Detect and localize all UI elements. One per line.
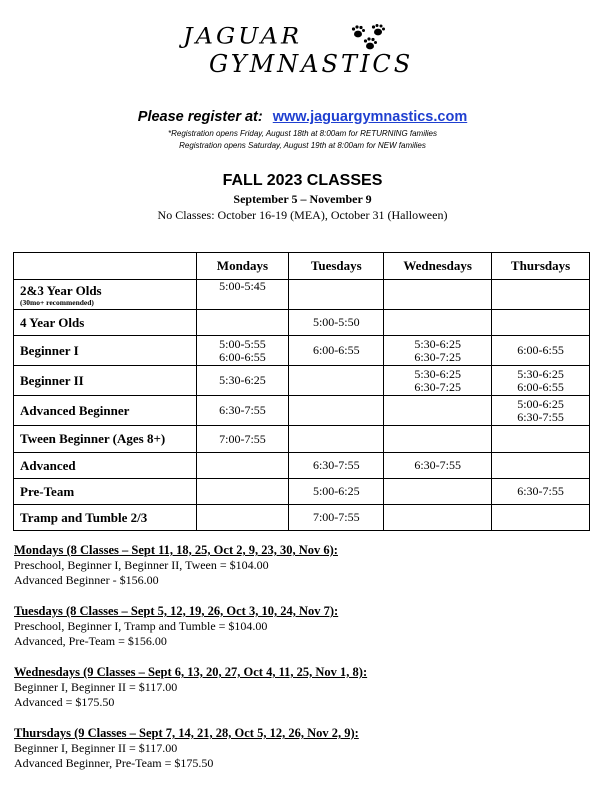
time-cell-thu [492, 453, 590, 479]
time-cell-wed [384, 280, 492, 310]
header-day: Mondays [196, 253, 289, 280]
time-cell-mon: 5:00-5:55 6:00-6:55 [196, 336, 289, 366]
class-name-cell [14, 280, 197, 310]
table-row [14, 336, 590, 366]
class-name: Advanced Beginner [20, 402, 130, 418]
paw-prints-icon [350, 24, 390, 52]
class-name-cell [14, 426, 197, 453]
pricing-group [14, 726, 594, 771]
time-cell-wed [384, 396, 492, 426]
time-cell-thu [492, 505, 590, 531]
schedule-table [13, 252, 590, 531]
logo-line2: GYMNASTICS [209, 50, 414, 78]
registration-link[interactable]: www.jaguargymnastics.com [272, 109, 468, 125]
pricing-line: Beginner I, Beginner II = $117.00 [14, 680, 178, 694]
table-header-row [14, 253, 590, 280]
time-cell-thu: 5:30-6:25 6:00-6:55 [492, 366, 590, 396]
logo [183, 22, 423, 82]
pricing-group [14, 543, 594, 588]
header-day: Tuesdays [289, 253, 384, 280]
time-cell-wed [384, 310, 492, 336]
time-cell-tue: 7:00-7:55 [289, 505, 384, 531]
class-name-cell [14, 396, 197, 426]
no-classes-note: No Classes: October 16-19 (MEA), October 31 (Halloween) [157, 208, 448, 222]
table-row [14, 396, 590, 426]
time-cell-thu: 6:30-7:55 [492, 479, 590, 505]
header-day: Wednesdays [384, 253, 492, 280]
class-name-cell [14, 336, 197, 366]
time-cell-mon: 7:00-7:55 [196, 426, 289, 453]
class-name-cell [14, 453, 197, 479]
time-cell-thu: 5:00-6:25 6:30-7:55 [492, 396, 590, 426]
class-name-cell [14, 505, 197, 531]
time-cell-wed: 6:30-7:55 [384, 453, 492, 479]
pricing-heading: Mondays (8 Classes – Sept 11, 18, 25, Oct 2, 9, 23, 30, Nov 6): [14, 543, 338, 557]
pricing-line: Advanced, Pre-Team = $156.00 [14, 634, 167, 648]
time-cell-thu: 6:00-6:55 [492, 336, 590, 366]
time-cell-tue [289, 396, 384, 426]
time-cell-tue [289, 366, 384, 396]
header-day: Thursdays [492, 253, 590, 280]
season-dates: September 5 – November 9 [233, 192, 372, 206]
time-cell-tue: 6:30-7:55 [289, 453, 384, 479]
header-class [14, 253, 197, 280]
registration-prefix: Please register at: [137, 109, 263, 125]
class-name-cell [14, 366, 197, 396]
pricing-heading: Thursdays (9 Classes – Sept 7, 14, 21, 28, Oct 5, 12, 26, Nov 2, 9): [14, 726, 359, 740]
pricing-group [14, 665, 594, 710]
class-name: Beginner I [20, 342, 79, 358]
class-name: Pre-Team [20, 483, 75, 499]
time-cell-tue [289, 280, 384, 310]
pricing-line: Advanced Beginner, Pre-Team = $175.50 [14, 756, 214, 770]
pricing-line: Preschool, Beginner I, Tramp and Tumble = $104.00 [14, 619, 268, 633]
time-cell-thu [492, 426, 590, 453]
time-cell-thu [492, 280, 590, 310]
pricing-heading: Wednesdays (9 Classes – Sept 6, 13, 20, 27, Oct 4, 11, 25, Nov 1, 8): [14, 665, 368, 679]
table-row [14, 310, 590, 336]
table-row [14, 426, 590, 453]
page-title: FALL 2023 CLASSES [222, 172, 383, 189]
table-row [14, 280, 590, 310]
class-subnote: (30mo+ recommended) [20, 297, 94, 307]
time-cell-tue: 6:00-6:55 [289, 336, 384, 366]
logo-line1: JAGUAR [183, 22, 303, 50]
registration-line [0, 109, 605, 125]
pricing-heading: Tuesdays (8 Classes – Sept 5, 12, 19, 26, Oct 3, 10, 24, Nov 7): [14, 604, 339, 618]
registration-note-returning: *Registration opens Friday, August 18th at 8:00am for RETURNING families [168, 129, 437, 138]
time-cell-wed [384, 426, 492, 453]
time-cell-thu [492, 310, 590, 336]
time-cell-mon [196, 310, 289, 336]
time-cell-mon [196, 453, 289, 479]
time-cell-wed: 5:30-6:25 6:30-7:25 [384, 366, 492, 396]
time-cell-mon [196, 505, 289, 531]
pricing-line: Preschool, Beginner I, Beginner II, Tween = $104.00 [14, 558, 269, 572]
class-name: 2&3 Year Olds [20, 282, 102, 298]
time-cell-wed: 5:30-6:25 6:30-7:25 [384, 336, 492, 366]
pricing-group [14, 604, 594, 649]
time-cell-tue: 5:00-5:50 [289, 310, 384, 336]
time-cell-mon: 6:30-7:55 [196, 396, 289, 426]
table-row [14, 505, 590, 531]
time-cell-mon [196, 479, 289, 505]
time-cell-tue [289, 426, 384, 453]
time-cell-tue: 5:00-6:25 [289, 479, 384, 505]
table-row [14, 453, 590, 479]
time-cell-wed [384, 479, 492, 505]
time-cell-mon: 5:30-6:25 [196, 366, 289, 396]
class-name-cell [14, 479, 197, 505]
time-cell-mon: 5:00-5:45 [196, 280, 289, 310]
class-name: Tramp and Tumble 2/3 [20, 509, 148, 525]
time-cell-wed [384, 505, 492, 531]
class-name-cell [14, 310, 197, 336]
pricing-line: Advanced = $175.50 [14, 695, 115, 709]
table-row [14, 479, 590, 505]
table-row [14, 366, 590, 396]
class-name: Advanced [20, 457, 76, 473]
pricing-section [14, 543, 594, 787]
class-name: Tween Beginner (Ages 8+) [20, 431, 166, 446]
pricing-line: Advanced Beginner - $156.00 [14, 573, 159, 587]
class-name: 4 Year Olds [20, 314, 85, 330]
class-name: Beginner II [20, 372, 84, 388]
pricing-line: Beginner I, Beginner II = $117.00 [14, 741, 178, 755]
registration-note-new: Registration opens Saturday, August 19th at 8:00am for NEW families [179, 141, 426, 150]
